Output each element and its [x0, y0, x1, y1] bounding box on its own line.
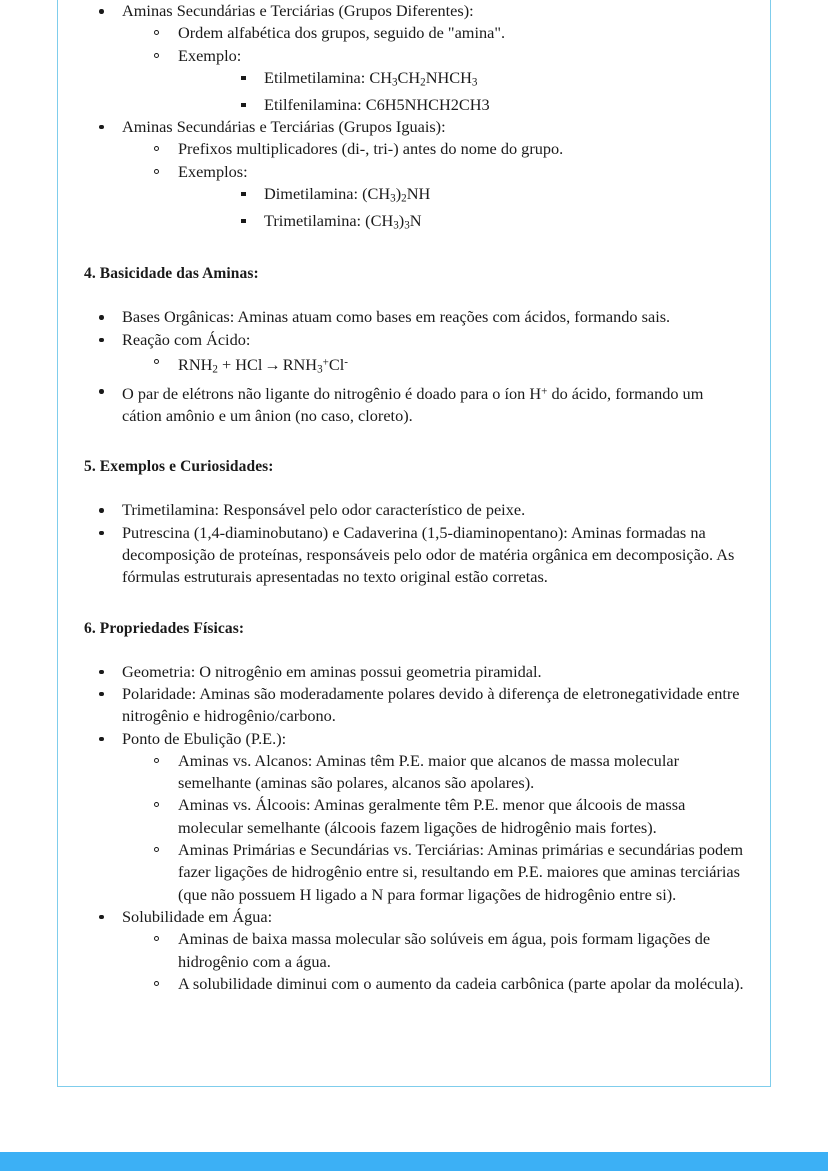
boiling-point-label: Ponto de Ebulição (P.E.):	[122, 728, 287, 748]
polarity-text: Polaridade: Aminas são moderadamente polares devido à diferença de eletronegatividade entre nitrogênio e hidrogênio/carbono.	[122, 683, 740, 726]
same-groups-examples	[178, 183, 744, 236]
square-bullet-icon	[241, 192, 246, 197]
geometry-text: Geometria: O nitrogênio em aminas possui geometria piramidal.	[122, 661, 542, 681]
example-label: Exemplo:	[178, 45, 242, 65]
list-item	[152, 22, 744, 44]
amines-vs-alkanes-text: Aminas vs. Alcanos: Aminas têm P.E. maior que alcanos de massa molecular semelhante (aminas são polares, alcanos são apolares).	[178, 750, 679, 793]
examples-label: Exemplos:	[178, 161, 248, 181]
list-item	[96, 306, 744, 328]
same-groups-sublist	[122, 138, 744, 236]
disc-bullet-icon	[99, 389, 104, 394]
section-4-list	[84, 306, 744, 427]
circle-bullet-icon	[154, 146, 159, 151]
list-item	[96, 499, 744, 521]
circle-bullet-icon	[154, 847, 159, 852]
list-item	[152, 351, 744, 380]
naming-rules-list	[84, 0, 744, 236]
document-page-card	[57, 0, 771, 1087]
trimetilamina-formula: $(CH_3)_3N$	[365, 210, 422, 231]
bottom-accent-bar	[0, 1152, 828, 1171]
disc-bullet-icon	[99, 315, 104, 320]
list-item	[96, 0, 744, 116]
section-4-heading-block	[84, 264, 744, 284]
disc-bullet-icon	[99, 338, 104, 343]
list-item	[152, 794, 744, 839]
trimetilamina-name: Trimetilamina:	[264, 210, 362, 230]
disc-bullet-icon	[99, 692, 104, 697]
disc-bullet-icon	[99, 9, 104, 14]
water-solubility-sublist	[122, 928, 744, 995]
different-groups-examples	[178, 67, 744, 116]
section-5-heading-block	[84, 457, 744, 477]
list-item	[238, 94, 744, 116]
section-6-heading: 6. Propriedades Físicas:	[84, 619, 245, 637]
etilmetilamina-name: Etilmetilamina:	[264, 67, 366, 87]
square-bullet-icon	[241, 76, 246, 81]
trimethylamine-odor-text: Trimetilamina: Responsável pelo odor característico de peixe.	[122, 500, 526, 520]
section-6-heading-block	[84, 619, 744, 639]
low-mass-soluble-text: Aminas de baixa massa molecular são solúveis em água, pois formam ligações de hidrogênio com a água.	[178, 929, 711, 971]
multiplier-prefix-rule: Prefixos multiplicadores (di-, tri-) antes do nome do grupo.	[178, 139, 564, 159]
list-item	[152, 161, 744, 237]
disc-bullet-icon	[99, 531, 104, 536]
list-item	[96, 522, 744, 589]
list-item	[238, 67, 744, 94]
disc-bullet-icon	[99, 125, 104, 130]
circle-bullet-icon	[154, 758, 159, 763]
reaction-arrow-icon: →	[264, 354, 281, 374]
list-item	[152, 45, 744, 116]
square-bullet-icon	[241, 219, 246, 224]
water-solubility-label: Solubilidade em Água:	[122, 906, 273, 926]
circle-bullet-icon	[154, 53, 159, 58]
circle-bullet-icon	[154, 169, 159, 174]
list-item	[152, 839, 744, 906]
list-item	[238, 210, 744, 237]
list-item	[152, 928, 744, 973]
circle-bullet-icon	[154, 30, 159, 35]
section-5-list	[84, 499, 744, 588]
circle-bullet-icon	[154, 359, 159, 364]
circle-bullet-icon	[154, 981, 159, 986]
acid-reaction-sublist	[122, 351, 744, 380]
list-item	[96, 329, 744, 381]
putrescine-cadaverine-text: Putrescina (1,4-diaminobutano) e Cadaverina (1,5-diaminopentano): Aminas formadas na decomposição de proteínas, responsáveis pelo odor de matéria orgânica em decomposição. As fórmulas estruturais apresentadas no texto original estão corretas.	[122, 522, 735, 587]
etilmetilamina-formula: $CH_3CH_2NHCH_3$	[369, 67, 478, 89]
amines-vs-alcohols-text: Aminas vs. Álcoois: Aminas geralmente têm P.E. menor que álcoois de massa molecular semelhante (álcoois fazem ligações de hidrogênio mais fortes).	[178, 795, 686, 837]
etilfenilamina-formula: C6H5NHCH2CH3	[365, 94, 490, 114]
list-item	[152, 750, 744, 795]
circle-bullet-icon	[154, 936, 159, 941]
dimetilamina-name: Dimetilamina:	[264, 183, 359, 203]
electron-pair-donation-text: O par de elétrons não ligante do nitrogênio é doado para o íon H+ do ácido, formando um cátion amônio e um ânion (no caso, cloreto).	[122, 383, 704, 426]
list-item	[96, 906, 744, 995]
etilfenilamina-name: Etilfenilamina:	[264, 94, 362, 114]
circle-bullet-icon	[154, 802, 159, 807]
acid-reaction-label: Reação com Ácido:	[122, 329, 251, 349]
list-item	[96, 116, 744, 236]
amines-different-groups-label: Aminas Secundárias e Terciárias (Grupos Diferentes):	[122, 1, 474, 20]
boiling-point-sublist	[122, 750, 744, 906]
list-item	[238, 183, 744, 210]
list-item	[96, 683, 744, 728]
section-4-heading: 4. Basicidade das Aminas:	[84, 265, 259, 283]
disc-bullet-icon	[99, 915, 104, 920]
organic-bases-text: Bases Orgânicas: Aminas atuam como bases em reações com ácidos, formando sais.	[122, 307, 671, 327]
page-content-area	[58, 0, 770, 995]
alphabetical-order-rule: Ordem alfabética dos grupos, seguido de "amina".	[178, 23, 506, 43]
square-bullet-icon	[241, 103, 246, 108]
primary-secondary-vs-tertiary-text: Aminas Primárias e Secundárias vs. Terciárias: Aminas primárias e secundárias podem fazer ligações de hidrogênio entre si, resultando em P.E. maiores que aminas terciárias (que não possuem H ligado a N para formar ligações de hidrogênio entre si).	[178, 840, 744, 904]
list-item	[152, 973, 744, 995]
list-item	[96, 661, 744, 683]
section-6-list	[84, 661, 744, 995]
section-5-heading: 5. Exemplos e Curiosidades:	[84, 458, 274, 476]
dimetilamina-formula: $(CH_3)_2NH$	[362, 183, 431, 205]
different-groups-sublist	[122, 22, 744, 116]
disc-bullet-icon	[99, 737, 104, 742]
amines-same-groups-label: Aminas Secundárias e Terciárias (Grupos Iguais):	[122, 116, 446, 136]
acid-base-equation: $RNH_2$ + HCl → $RNH_3^+Cl^-$	[178, 354, 348, 375]
list-item	[152, 138, 744, 160]
solubility-decreases-text: A solubilidade diminui com o aumento da cadeia carbônica (parte apolar da molécula).	[178, 973, 744, 993]
list-item	[96, 728, 744, 906]
disc-bullet-icon	[99, 508, 104, 513]
disc-bullet-icon	[99, 670, 104, 675]
list-item	[96, 380, 744, 427]
